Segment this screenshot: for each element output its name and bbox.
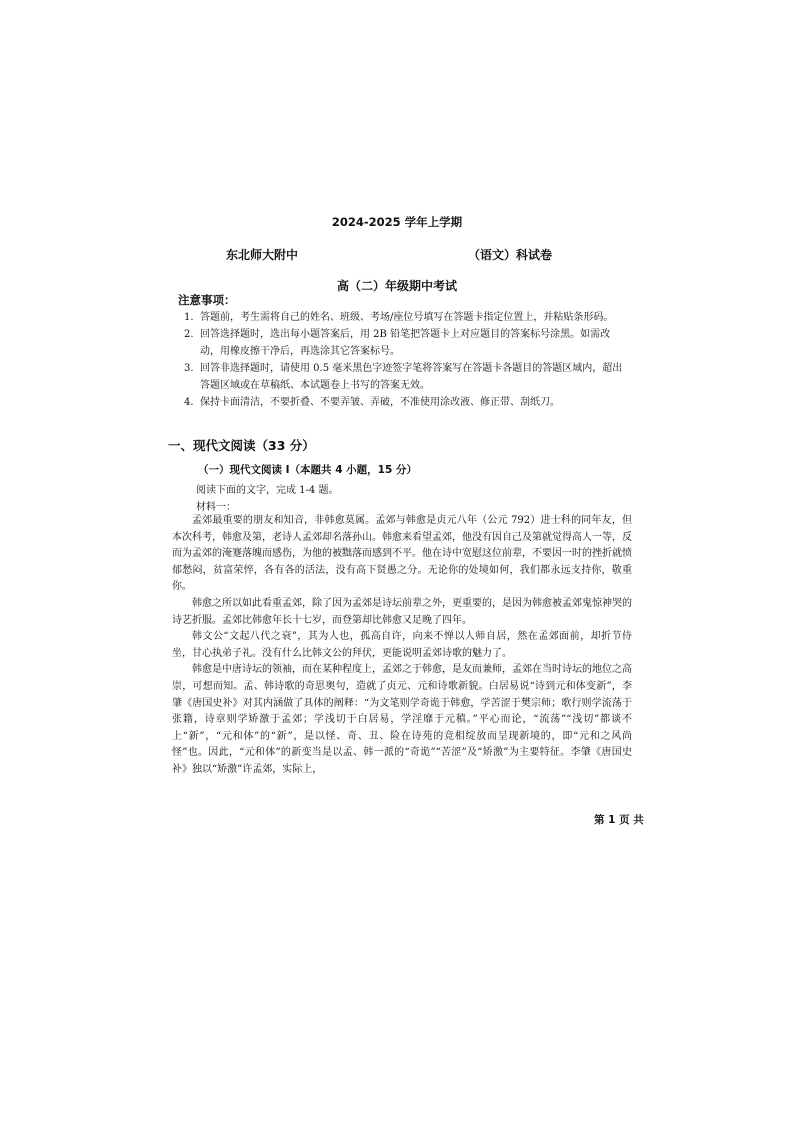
notice-item [184,309,624,326]
exam-title: 高（二）年级期中考试 [336,279,457,293]
section-heading: 一、现代文阅读（33 分） [168,438,315,453]
notice-item-text: 答题前，考生需将自己的姓名、班级、考场/座位号填写在答题卡指定位置上，并粘贴条形码。 [200,312,614,323]
notice-list [184,309,624,411]
term-title: 2024-2025 学年上学期 [331,215,463,229]
passage-paragraph: 韩愈之所以如此看重孟郊，除了因为孟郊是诗坛前辈之外，更重要的，是因为韩愈被孟郊鬼惊神哭的诗艺折服。孟郊比韩愈年长十七岁，而登第却比韩愈又足晚了四年。 [172,597,632,626]
school-name: 东北师大附中 [226,248,299,262]
notice-item [184,360,624,394]
subject-title: （语文）科试卷 [468,248,553,262]
notice-item-number: 3. [184,363,194,374]
material-label: 材料一： [196,502,236,513]
notice-heading: 注意事项： [178,293,236,307]
reading-passage [172,513,632,779]
notice-item-text: 保持卡面清洁，不要折叠、不要弄皱、弄破，不准使用涂改液、修正带、刮纸刀。 [200,397,560,408]
passage-paragraph: 韩愈是中唐诗坛的领袖，而在某种程度上，孟郊之于韩愈，是友而兼师，孟郊在当时诗坛的地位之高崇，可想而知。孟、韩诗歌的奇思奥句，造就了贞元、元和诗歌新貌。白居易说“诗到元和体变新”，李肇《唐国史补》对其内涵做了具体的阐释：“为文笔则学奇诡于韩愈，学苦涩于樊宗师；歌行则学流荡于张籍，诗章则学矫激于孟郊；学浅切于白居易，学淫靡于元稹。”平心而论，“流荡”“浅切”都谈不上“新”，“元和体”的“新”，是以怪、奇、丑、险在诗苑的竞相绽放而呈现新境的，即“元和之风尚怪”也。因此，“元和体”的新变当是以孟、韩一派的“奇诡”“苦涩”及“矫激”为主要特征。李肇《唐国史补》独以“矫激”许孟郊，实际上， [172,664,632,775]
reading-instruction: 阅读下面的文字，完成 1-4 题。 [196,485,339,496]
passage-paragraph: 韩文公“文起八代之衰”，其为人也，孤高自许，向来不惮以人师自居，然在孟郊面前，却折节侍坐，甘心执弟子礼。没有什么比韩文公的拜伏，更能说明孟郊诗歌的魅力了。 [172,631,632,659]
notice-item-text: 回答选择题时，选出每小题答案后，用 2B 铅笔把答题卡上对应题目的答案标号涂黑。如需改动，用橡皮擦干净后，再选涂其它答案标号。 [200,329,611,357]
notice-item [184,326,624,360]
notice-item-text: 回答非选择题时，请使用 0.5 毫米黑色字迹签字笔将答案写在答题卡各题目的答题区域内，超出答题区域或在草稿纸、本试题卷上书写的答案无效。 [200,363,623,391]
notice-item-number: 1. [184,312,194,323]
page-number: 第 1 页 共 [594,814,644,826]
passage-paragraph: 孟郊最重要的朋友和知音，非韩愈莫属。孟郊与韩愈是贞元八年（公元 792）进士科的同年友，但本次科考，韩愈及第，老诗人孟郊却名落孙山。韩愈来看望孟郊，他没有因自己及第就觉得高人一等，反而为孟郊的淹蹇落魄而感伤，为他的被黜落而感到不平。他在诗中宽慰这位前辈，不要因一时的挫折就愤郁愁闷，贫富荣悴，各有各的活法，没有高下贤愚之分。无论你的处境如何，我们都永远支持你，敬重你。 [172,515,632,593]
subsection-heading: （一）现代文阅读 Ⅰ（本题共 4 小题，15 分） [198,464,417,476]
notice-item-number: 2. [184,329,194,340]
notice-item-number: 4. [184,397,194,408]
notice-item [184,394,624,411]
